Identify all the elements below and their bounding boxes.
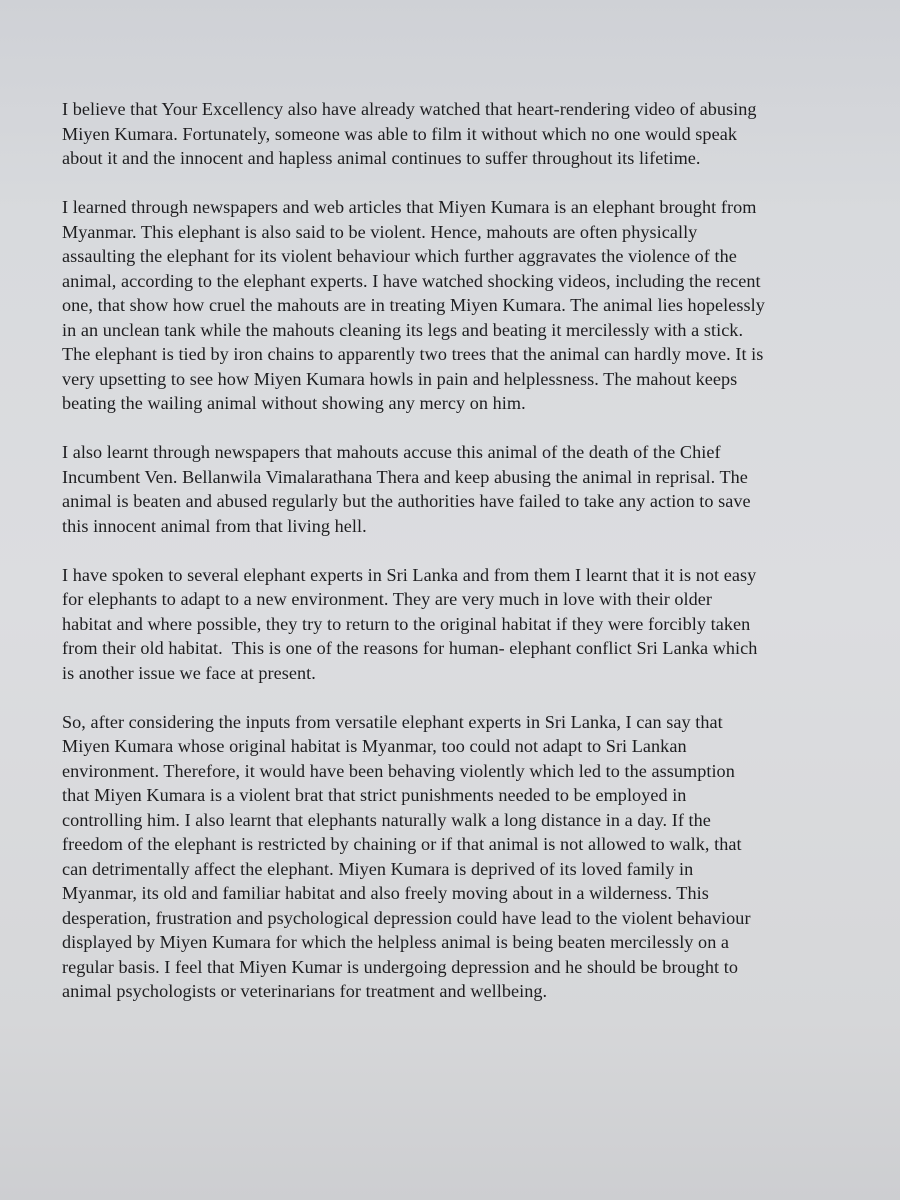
text-line: from their old habitat. This is one of the reasons for human- elephant conflict Sri Lanka which (62, 638, 758, 658)
paragraph-accusation (62, 440, 872, 538)
text-line: The elephant is tied by iron chains to apparently two trees that the animal can hardly move. It is (62, 344, 764, 364)
text-line: animal is beaten and abused regularly but the authorities have failed to take any action to save (62, 491, 751, 511)
text-line: very upsetting to see how Miyen Kumara howls in pain and helplessness. The mahout keeps (62, 368, 738, 389)
text-line: this innocent animal from that living hell. (62, 515, 367, 536)
text-line: Myanmar. This elephant is also said to be violent. Hence, mahouts are often physically (62, 221, 698, 242)
text-line: Incumbent Ven. Bellanwila Vimalarathana Thera and keep abusing the animal in reprisal. The (62, 466, 748, 487)
text-line: for elephants to adapt to a new environment. They are very much in love with their older (62, 589, 713, 609)
text-line: I have spoken to several elephant experts in Sri Lanka and from them I learnt that it is not easy (62, 564, 757, 585)
paragraph-mahouts (62, 195, 872, 416)
paragraph-conclusion (62, 710, 872, 1004)
text-line: in an unclean tank while the mahouts cleaning its legs and beating it mercilessly with a stick. (62, 319, 744, 340)
text-line: beating the wailing animal without showing any mercy on him. (62, 393, 526, 413)
text-line: I also learnt through newspapers that mahouts accuse this animal of the death of the Chief (62, 442, 721, 462)
text-line: controlling him. I also learnt that elephants naturally walk a long distance in a day. If the (62, 809, 711, 830)
text-line: I learned through newspapers and web articles that Miyen Kumara is an elephant brought from (62, 197, 757, 217)
paragraph-experts (62, 563, 872, 686)
text-line: animal, according to the elephant experts. I have watched shocking videos, including the recent (62, 270, 761, 291)
text-line: is another issue we face at present. (62, 662, 316, 683)
letter-body (62, 97, 872, 1028)
text-line: desperation, frustration and psychological depression could have lead to the violent behaviour (62, 907, 751, 928)
text-line: So, after considering the inputs from versatile elephant experts in Sri Lanka, I can say that (62, 711, 723, 732)
text-line: regular basis. I feel that Miyen Kumar is undergoing depression and he should be brought to (62, 956, 738, 977)
paragraph-video (62, 97, 872, 171)
text-line: I believe that Your Excellency also have already watched that heart-rendering video of abusing (62, 99, 757, 119)
text-line: that Miyen Kumara is a violent brat that strict punishments needed to be employed in (62, 785, 687, 805)
text-line: one, that show how cruel the mahouts are in treating Miyen Kumara. The animal lies hopelessly (62, 295, 765, 315)
text-line: displayed by Miyen Kumara for which the helpless animal is being beaten mercilessly on a (62, 932, 730, 952)
text-line: freedom of the elephant is restricted by chaining or if that animal is not allowed to walk, that (62, 834, 742, 854)
text-line: Miyen Kumara whose original habitat is Myanmar, too could not adapt to Sri Lankan (62, 736, 687, 756)
text-line: can detrimentally affect the elephant. Miyen Kumara is deprived of its loved family in (62, 858, 694, 879)
text-line: Miyen Kumara. Fortunately, someone was able to film it without which no one would speak (62, 123, 737, 144)
text-line: habitat and where possible, they try to return to the original habitat if they were forcibly taken (62, 613, 751, 634)
text-line: environment. Therefore, it would have been behaving violently which led to the assumption (62, 760, 735, 781)
text-line: about it and the innocent and hapless animal continues to suffer throughout its lifetime. (62, 148, 701, 168)
text-line: animal psychologists or veterinarians for treatment and wellbeing. (62, 981, 548, 1001)
text-line: assaulting the elephant for its violent behaviour which further aggravates the violence of the (62, 246, 737, 266)
text-line: Myanmar, its old and familiar habitat and also freely moving about in a wilderness. This (62, 883, 709, 903)
